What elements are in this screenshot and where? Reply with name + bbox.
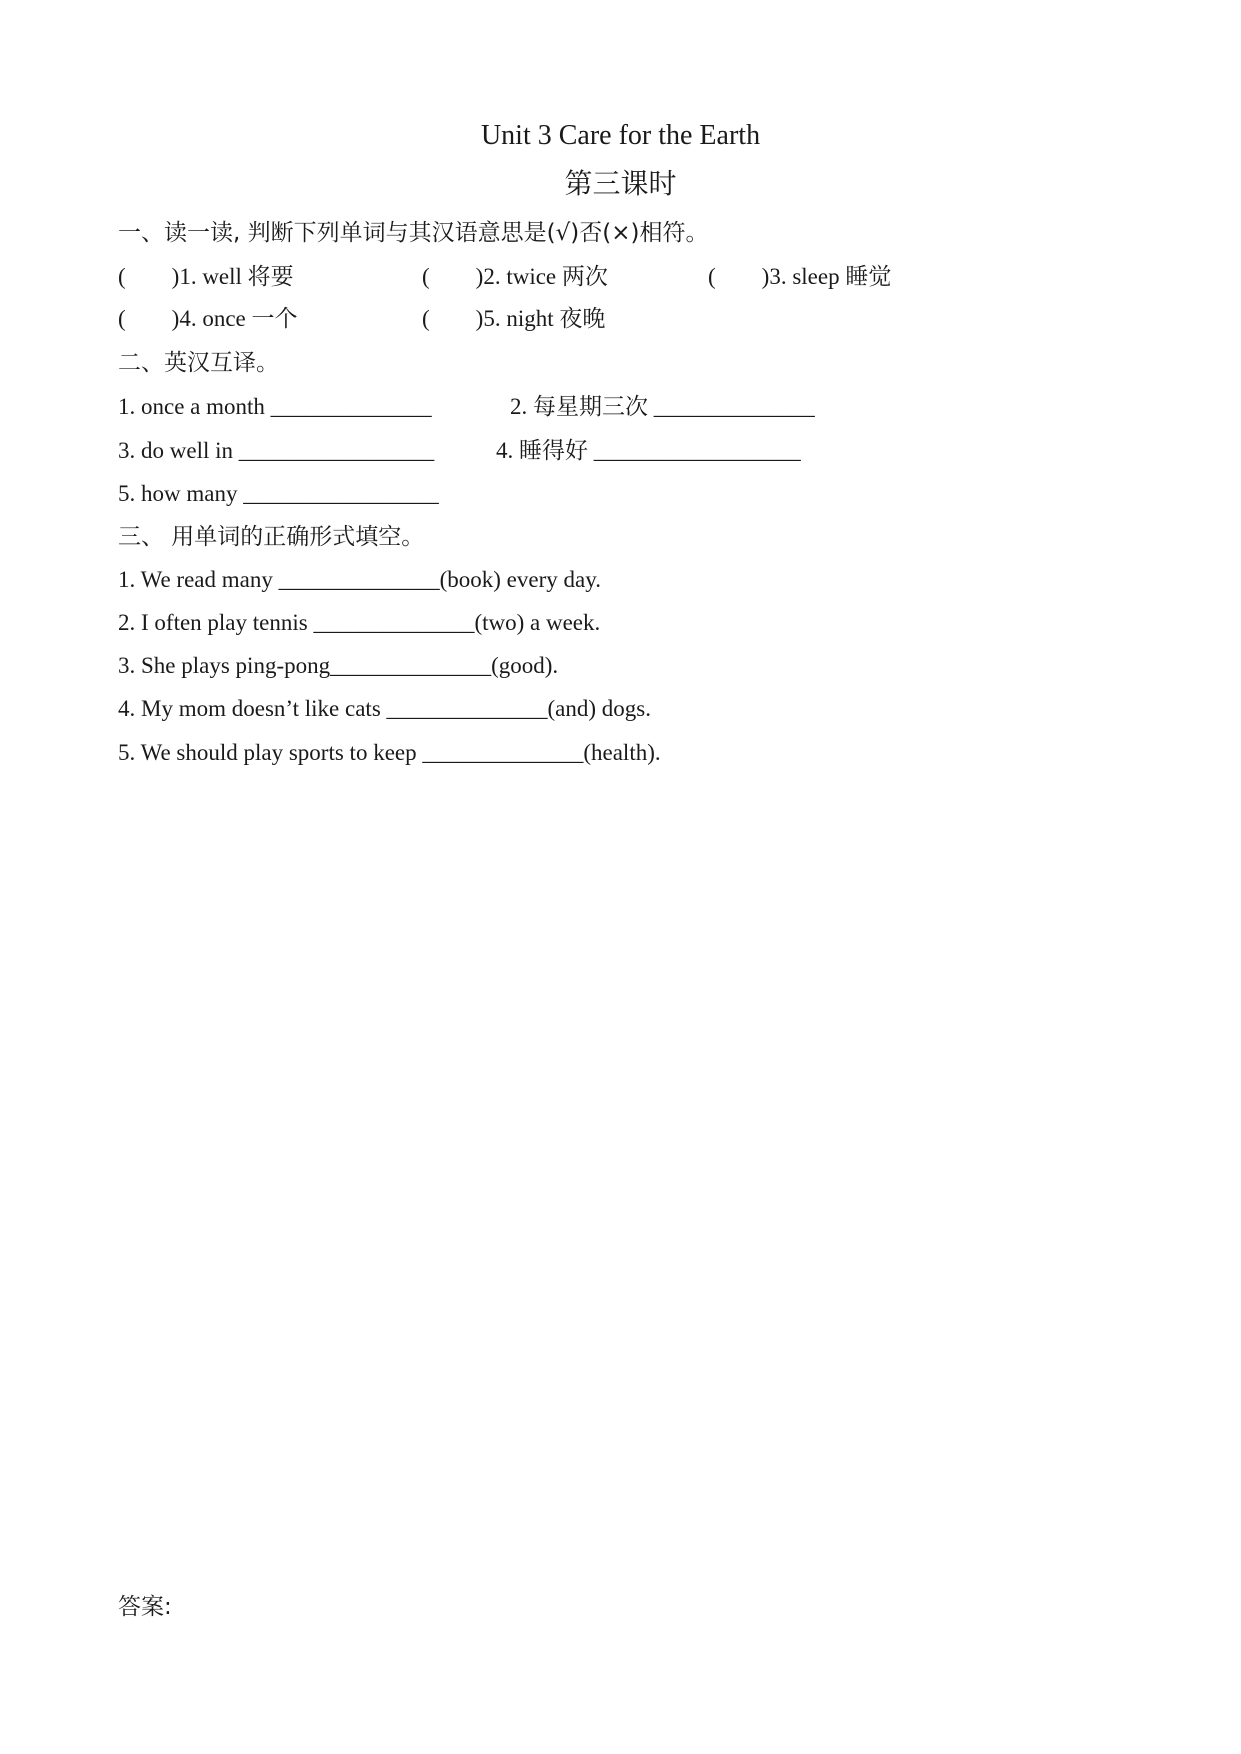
answer-label: 答案: (118, 1594, 172, 1620)
page-subtitle: 第三课时 (564, 167, 677, 200)
true-false-item-3: ( )3. sleep 睡觉 (708, 264, 892, 289)
true-false-item-2: ( )2. twice 两次 (422, 264, 608, 289)
true-false-item-4: ( )4. once 一个 (118, 306, 298, 331)
translate-item-4: 4. 睡得好 __________________ (496, 438, 801, 463)
page-title: Unit 3 Care for the Earth (480, 120, 761, 151)
true-false-item-1: ( )1. well 将要 (118, 264, 294, 289)
section1-heading: 一、读一读, 判断下列单词与其汉语意思是(√)否(×)相符。 (118, 220, 709, 246)
translate-item-3: 3. do well in _________________ (118, 438, 435, 463)
translate-item-5: 5. how many _________________ (118, 481, 439, 506)
section2-heading: 二、英汉互译。 (118, 350, 279, 376)
true-false-item-5: ( )5. night 夜晚 (422, 306, 606, 331)
fill-blank-item-2: 2. I often play tennis ______________(two) a week. (118, 610, 601, 635)
fill-blank-item-1: 1. We read many ______________(book) every day. (118, 567, 601, 592)
fill-blank-item-3: 3. She plays ping-pong______________(good). (118, 653, 559, 678)
fill-blank-item-4: 4. My mom doesn’t like cats ______________(and) dogs. (118, 696, 651, 721)
section3-heading: 三、 用单词的正确形式填空。 (118, 524, 425, 550)
fill-blank-item-5: 5. We should play sports to keep ______________(health). (118, 740, 661, 765)
translate-item-1: 1. once a month ______________ (118, 394, 432, 419)
translate-item-2: 2. 每星期三次 ______________ (510, 394, 815, 419)
